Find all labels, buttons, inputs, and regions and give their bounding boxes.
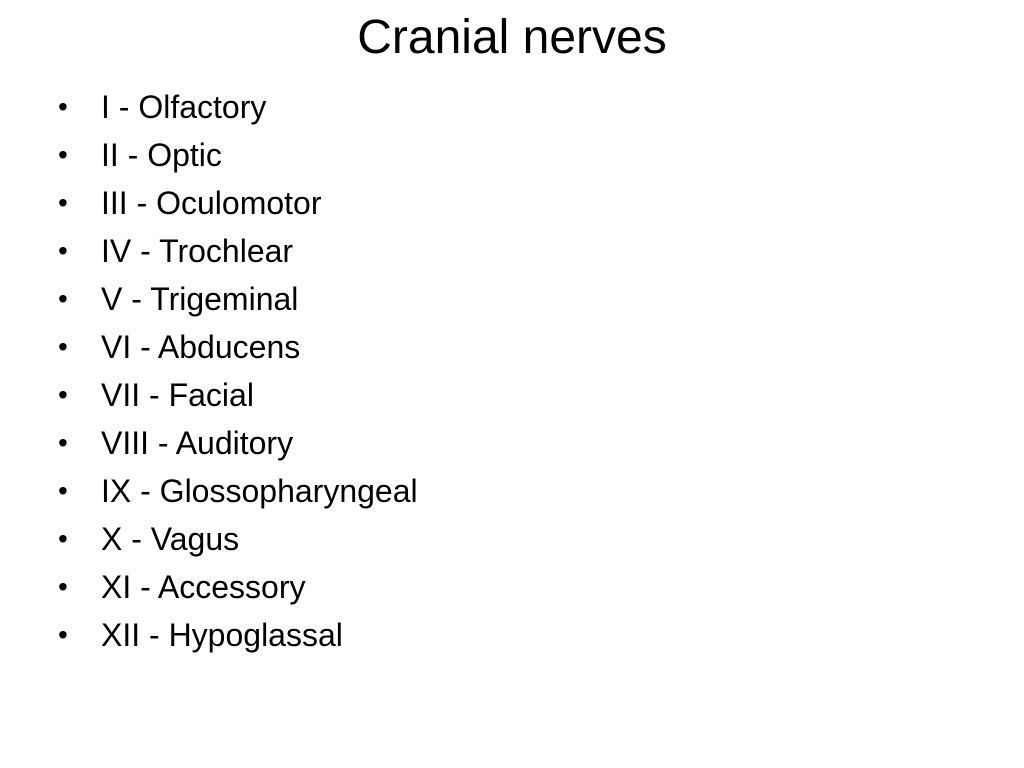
list-item-text: VIII - Auditory bbox=[101, 425, 294, 461]
bullet-icon: • bbox=[58, 283, 68, 314]
bullet-icon: • bbox=[58, 379, 68, 410]
list-item-text: III - Oculomotor bbox=[101, 185, 322, 221]
list-item-text: VI - Abducens bbox=[101, 329, 301, 365]
list-item-text: VII - Facial bbox=[101, 377, 254, 413]
slide-title: Cranial nerves bbox=[357, 11, 667, 64]
bullet-icon: • bbox=[58, 571, 68, 602]
bullet-icon: • bbox=[58, 523, 68, 554]
list-item-text: X - Vagus bbox=[101, 521, 240, 557]
bullet-icon: • bbox=[58, 331, 68, 362]
list-item-text: XII - Hypoglassal bbox=[101, 617, 343, 653]
list-item-text: IX - Glossopharyngeal bbox=[101, 473, 418, 509]
bullet-icon: • bbox=[58, 91, 68, 122]
list-item-text: II - Optic bbox=[101, 137, 222, 173]
list-item-text: I - Olfactory bbox=[101, 89, 267, 125]
list-item-text: V - Trigeminal bbox=[101, 281, 299, 317]
bullet-icon: • bbox=[58, 139, 68, 170]
bullet-icon: • bbox=[58, 187, 68, 218]
bullet-icon: • bbox=[58, 619, 68, 650]
bullet-icon: • bbox=[58, 427, 68, 458]
list-item-text: IV - Trochlear bbox=[101, 233, 294, 269]
bullet-icon: • bbox=[58, 235, 68, 266]
list-item-text: XI - Accessory bbox=[101, 569, 306, 605]
bullet-icon: • bbox=[58, 475, 68, 506]
